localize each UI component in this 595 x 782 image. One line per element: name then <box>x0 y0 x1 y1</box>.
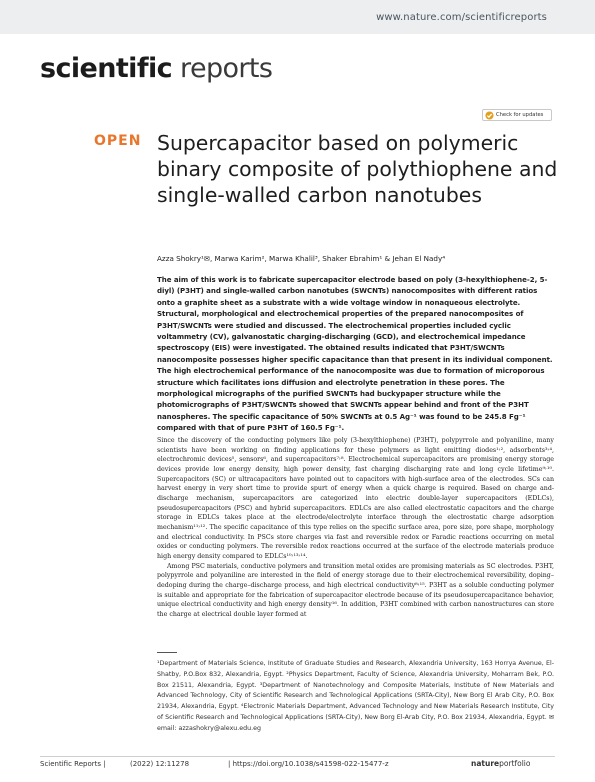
top-banner <box>0 0 595 34</box>
footer-volume: (2022) 12:11278 <box>130 760 190 768</box>
affiliation-divider <box>157 652 177 653</box>
article-body <box>157 436 554 619</box>
journal-logo[interactable] <box>40 53 272 84</box>
crossmark-icon <box>485 111 494 120</box>
affiliations: ¹Department of Materials Science, Institute of Graduate Studies and Research, Alexandria University, 163 Horrya Avenue, El-Shatby, P.O.Box 832, Alexandria, Egypt. ²Physics Department, Faculty of Science, Alexandria University, Moharram Bek, P.O. Box 21511, Alexandria, Egypt. ³Department of Nanotechnology and Composite Materials, Institute of New Materials and Advanced Technology, City of Scientific Research and Technological Applications (SRTA-City), New Borg El Arab City, P.O. Box 21934, Alexandria, Egypt. ⁴Electronic Materials Department, Advanced Technology and New Materials Research Institute, City of Scientific Research and Technological Applications (SRTA-City), New Borg El-Arab City, P.O. Box 21934, Alexandria, Egypt. ✉email: azzashokry@alexu.edu.eg <box>157 660 554 732</box>
author-list[interactable]: Azza Shokry¹✉, Marwa Karim², Marwa Khalil³, Shaker Ebrahim¹ & Jehan El Nady⁴ <box>157 254 446 263</box>
footer-divider <box>40 756 555 757</box>
footer-journal: Scientific Reports | <box>40 760 106 768</box>
publisher-logo <box>471 759 530 768</box>
open-access-label: OPEN <box>94 133 142 149</box>
publisher-bold: nature <box>471 759 500 768</box>
footer-doi-link[interactable]: | https://doi.org/10.1038/s41598-022-15477-z <box>228 760 389 768</box>
body-paragraph-1: Since the discovery of the conducting polymers like poly (3-hexylthiophene) (P3HT), polypyrrole and polyaniline, many scientists have been working on finding applications for these polymers as light emitting diodes¹˒², adsorbents³˒⁴, electrochromic devices⁵, sensors⁶, and supercapacitors⁷˒⁸. Electrochemical supercapacitors are promising energy storage devices provide low energy density, high power density, fast charging discharging rate and long cycle lifetime⁹˒¹⁰. Supercapacitors (SC) or ultracapacitors have pointed out to capacitors with high-surface area of the electrodes. SCs can harvest energy in very short time to provide spurt of energy when a quick charge is required. Based on charge and-discharge mechanism, supercapacitors are categorized into electric double-layer supercapacitors (EDLCs), pseudosupercapacitors (PSC) and hybrid supercapacitors. EDLCs are also called electrostatic capacitors and the charge storage in EDLCs takes place at the electrode/electrolyte interface through the electrostatic charge adsorption mechanism¹¹˒¹². The specific capacitance of this type relies on the specific surface area, pore size, pore shape, morphology and electrical conductivity. In PSCs store charges via fast and reversible redox or Faradic reactions occurring on metal oxides or conducting polymers. The reversible redox reactions occurred at the surface of the electrode materials produce high energy density compared to EDLCs¹⁰˒¹³˒¹⁴. <box>157 437 554 560</box>
check-for-updates-button[interactable] <box>482 109 552 121</box>
publisher-light: portfolio <box>499 759 531 768</box>
brand-light: reports <box>180 53 273 84</box>
site-url-link[interactable]: www.nature.com/scientificreports <box>376 12 547 23</box>
abstract: The aim of this work is to fabricate supercapacitor electrode based on poly (3-hexylthiophene-2, 5-diyl) (P3HT) and single-walled carbon nanotubes (SWCNTs) nanocomposites with different ratios onto a graphite sheet as a substrate with a wide voltage window in nonaqueous electrolyte. Structural, morphological and electrochemical properties of the prepared nanocomposites of P3HT/SWCNTs were studied and discussed. The electrochemical properties included cyclic voltammetry (CV), galvanostatic charging-discharging (GCD), and electrochemical impedance spectroscopy (EIS) were investigated. The obtained results indicated that P3HT/SWCNTs nanocomposite possesses higher specific capacitance than that present in its individual component. The high electrochemical performance of the nanocomposite was due to formation of microporous structure which facilitates ions diffusion and electrolyte penetration in these pores. The morphological micrographs of the purified SWCNTs had buckypaper structure while the photomicrographs of P3HT/SWCNTs showed that SWCNTs appear behind and front of the P3HT nanospheres. The specific capacitance of 50% SWCNTs at 0.5 Ag⁻¹ was found to be 245.8 Fg⁻¹ compared with that of pure P3HT of 160.5 Fg⁻¹. <box>157 275 553 433</box>
body-paragraph-2: Among PSC materials, conductive polymers and transition metal oxides are promising materials as SC electrodes. P3HT, polypyrrole and polyaniline are interested in the field of energy storage due to their electrochemical reversibility, doping–dedoping during the charge–discharge process, and high electrical conductivity⁸˒¹⁵. P3HT as a soluble conducting polymer is suitable and appropriate for the fabrication of supercapacitor electrode because of its pseudosupercapacitance behavior, unique electrical conductivity and high energy density¹⁶. In addition, P3HT combined with carbon nanostructures can store the charge at electrical double layer formed at <box>157 562 554 618</box>
brand-bold: scientific <box>40 53 173 84</box>
article-title: Supercapacitor based on polymeric binary composite of polythiophene and single-walled carbon nanotubes <box>157 131 558 207</box>
check-for-updates-label: Check for updates <box>496 112 544 118</box>
